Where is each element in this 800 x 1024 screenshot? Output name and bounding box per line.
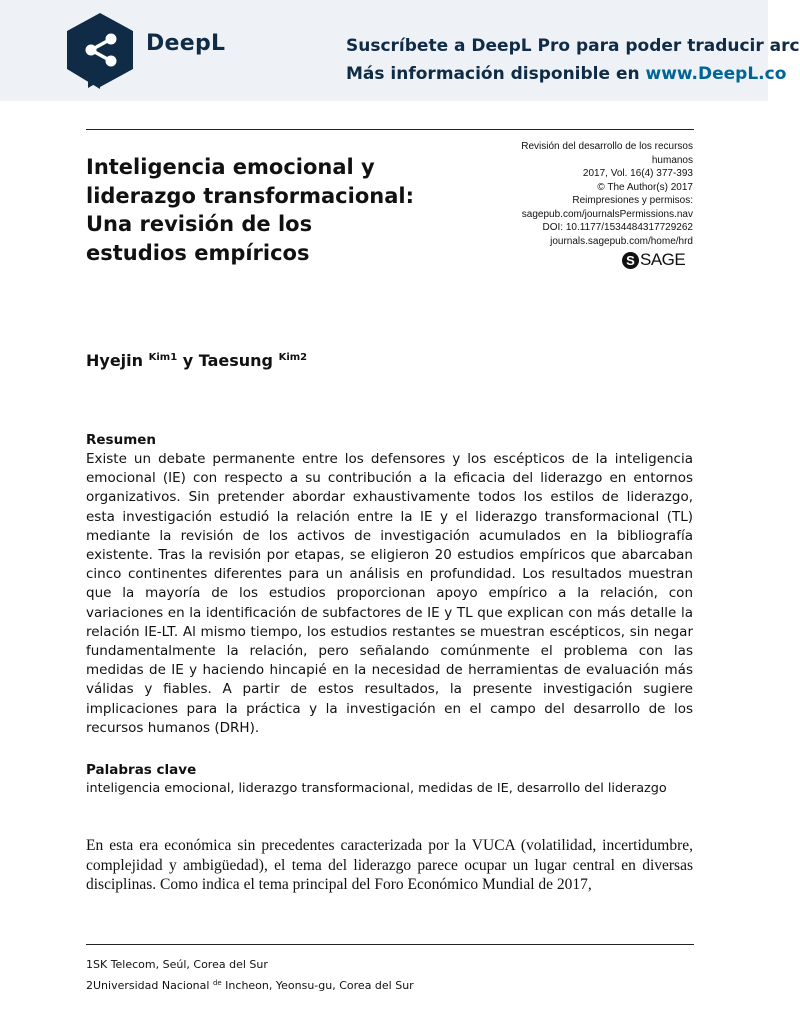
deepl-logo[interactable]	[66, 12, 246, 90]
footnote-1: 1SK Telecom, Seúl, Corea del Sur	[86, 958, 268, 971]
footnote-2-sup: de	[212, 979, 222, 987]
author-second-affiliation: Kim2	[278, 352, 308, 363]
deepl-logo-icon	[66, 12, 136, 90]
header-rule	[86, 129, 694, 130]
abstract-text: Existe un debate permanente entre los defensores y los escépticos de la inteligencia emocional (IE) con respecto a su contribución a la eficacia del liderazgo en entornos organizativos. Sin pretender abordar exhaustivamente todos los estilos de liderazgo, esta investigación estudió la relación entre la IE y el liderazgo transformacional (TL) mediante la revisión de los activos de investigación acumulados en la bibliografía existente. Tras la revisión por etapas, se eligieron 20 estudios empíricos que abarcaban cinco continentes diferentes para un análisis en profundidad. Los resultados muestran que la mayoría de los estudios proporcionan apoyo empírico a la relación, con variaciones en la identificación de subfactores de IE y TL que explican con más detalle la relación IE-LT. Al mismo tiempo, los estudios restantes se muestran escépticos, sin negar fundamentalmente la relación, pero señalando comúnmente el problema con las medidas de IE y haciendo hincapié en la necesidad de herramientas de evaluación más válidas y fiables. A partir de estos resultados, la presente investigación sugiere implicaciones para la práctica y la investigación en el campo del desarrollo de los recursos humanos (DRH).	[86, 451, 693, 736]
keywords-heading: Palabras clave	[86, 762, 197, 778]
deepl-banner	[0, 0, 800, 101]
reprints-label: Reimpresiones y permisos:	[572, 195, 693, 206]
promo-line-2-text: Más información disponible en	[346, 64, 646, 84]
journal-meta	[480, 140, 693, 248]
footnote-2-suffix: Incheon, Yeonsu-gu, Corea del Sur	[221, 979, 414, 992]
sage-logo-text: SAGE	[640, 250, 686, 269]
author-list	[86, 351, 307, 370]
sage-s-icon: S	[622, 252, 639, 269]
author-first: Hyejin	[86, 351, 149, 370]
journal-name-line2: humanos	[651, 154, 693, 166]
footnote-2	[86, 974, 414, 995]
footnotes	[86, 956, 414, 995]
footnote-rule	[86, 944, 694, 945]
permissions-link[interactable]: sagepub.com/journalsPermissions.nav	[521, 208, 693, 220]
intro-paragraph: En esta era económica sin precedentes caracterizada por la VUCA (volatilidad, incertidumbre, complejidad y ambigüedad), el tema del liderazgo parece ocupar un lugar central en diversas disciplinas. Como indica el tema principal del Foro Económico Mundial de 2017,	[86, 837, 693, 893]
journal-home-link[interactable]: journals.sagepub.com/home/hrd	[550, 235, 693, 247]
promo-line-2	[346, 64, 786, 84]
journal-name-line1: Revisión del desarrollo de los recursos	[521, 141, 693, 152]
doi-link[interactable]: DOI: 10.1177/1534484317729262	[542, 222, 693, 233]
deepl-website-link[interactable]: www.DeepL.co	[645, 64, 787, 84]
author-second: y Taesung	[177, 351, 279, 370]
abstract-heading: Resumen	[86, 432, 157, 448]
footnote-2-prefix: 2Universidad Nacional	[86, 979, 213, 992]
deepl-logo-text: DeepL	[146, 31, 226, 56]
copyright-notice: © The Author(s) 2017	[597, 181, 693, 193]
article-title: Inteligencia emocional y liderazgo transformacional: Una revisión de los estudios empíricos	[86, 155, 414, 265]
promo-line-1: Suscríbete a DeepL Pro para poder traducir arc	[346, 36, 800, 56]
keywords-text: inteligencia emocional, liderazgo transformacional, medidas de IE, desarrollo del liderazgo	[86, 781, 667, 796]
journal-volume: 2017, Vol. 16(4) 377-393	[582, 168, 693, 179]
sage-logo	[622, 250, 685, 270]
author-first-affiliation: Kim1	[148, 352, 178, 363]
